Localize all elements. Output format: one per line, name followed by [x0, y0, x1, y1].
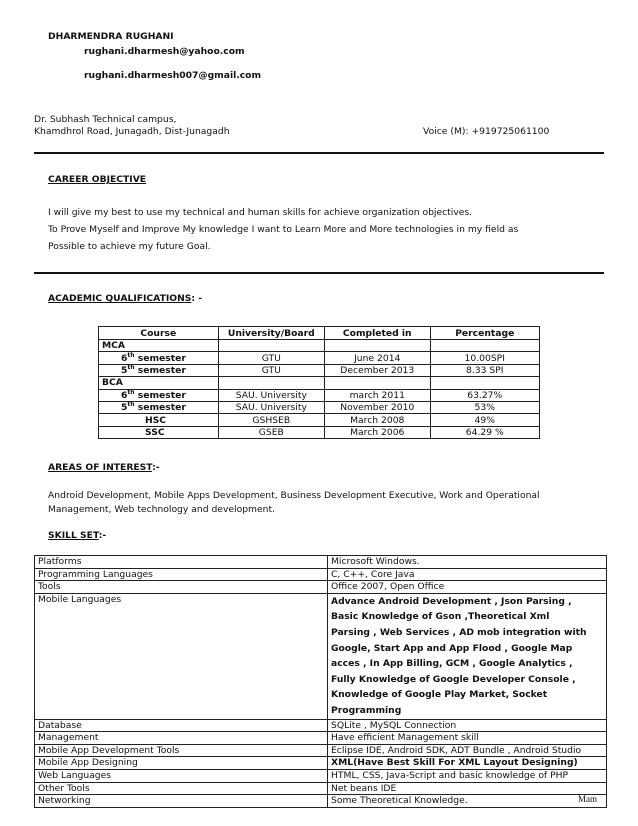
skill-table [34, 555, 607, 808]
completed-cell: march 2011 [325, 389, 430, 401]
skill-label: Mobile App Development Tools [35, 744, 328, 757]
table-row [35, 795, 607, 808]
table-row [99, 352, 540, 364]
table-row [35, 719, 607, 732]
course-group-mca: MCA [99, 340, 219, 352]
mobile-skill-line: Parsing , Web Services , AD mob integration with [331, 626, 587, 638]
course-cell: SSC [99, 426, 219, 438]
candidate-name: DHARMENDRA RUGHANI [48, 31, 174, 42]
skill-label: Mobile App Designing [35, 757, 328, 770]
career-line-1: I will give my best to use my technical and human skills for achieve organization objectives. [48, 207, 473, 218]
table-row [35, 581, 607, 594]
divider [34, 272, 604, 274]
university-cell: SAU. University [218, 401, 324, 413]
percentage-cell: 10.00SPI [430, 352, 540, 364]
academic-heading [48, 293, 202, 305]
header-completed: Completed in [325, 327, 430, 340]
skill-value: SQLite , MySQL Connection [328, 719, 607, 732]
skills-heading [48, 530, 106, 542]
email-gmail[interactable]: rughani.dharmesh007@gmail.com [84, 70, 262, 81]
interest-heading-suffix: :- [152, 462, 160, 473]
table-row [99, 377, 540, 389]
skill-label: Web Languages [35, 769, 328, 782]
table-row [35, 732, 607, 745]
university-cell: GSHSEB [218, 414, 324, 426]
percentage-cell: 53% [430, 401, 540, 413]
course-cell: HSC [99, 414, 219, 426]
skill-value: Eclipse IDE, Android SDK, ADT Bundle , Android Studio [328, 744, 607, 757]
skill-value: HTML, CSS, Java-Script and basic knowledge of PHP [328, 769, 607, 782]
course-group-bca: BCA [99, 377, 219, 389]
header-percentage: Percentage [430, 327, 540, 340]
percentage-cell: 63.27% [430, 389, 540, 401]
header-university: University/Board [218, 327, 324, 340]
academic-table [98, 326, 540, 439]
table-row [99, 414, 540, 426]
table-row [35, 568, 607, 581]
career-line-2: To Prove Myself and Improve My knowledge I want to Learn More and More technologies in my field as [48, 224, 519, 235]
completed-cell: November 2010 [325, 401, 430, 413]
skills-heading-text: SKILL SET [48, 530, 99, 541]
table-row [99, 340, 540, 352]
skill-value: Net beans IDE [328, 782, 607, 795]
mobile-skill-line: Fully Knowledge of Google Developer Console , [331, 673, 576, 685]
skill-label: Database [35, 719, 328, 732]
interest-heading [48, 462, 160, 474]
address-line-2: Khamdhrol Road, Junagadh, Dist-Junagadh [34, 126, 230, 137]
course-cell: 6th semester [99, 389, 219, 401]
skill-label: Platforms [35, 556, 328, 569]
university-cell: GSEB [218, 426, 324, 438]
voice-number: Voice (M): +919725061100 [423, 126, 550, 137]
table-row [35, 593, 607, 719]
table-row [99, 401, 540, 413]
academic-heading-text: ACADEMIC QUALIFICATIONS [48, 293, 192, 304]
university-cell: GTU [218, 364, 324, 376]
table-row [35, 744, 607, 757]
university-cell: SAU. University [218, 389, 324, 401]
interest-line-1: Android Development, Mobile Apps Development, Business Development Executive, Work and Operational [48, 490, 540, 501]
skill-label: Other Tools [35, 782, 328, 795]
course-cell: 5th semester [99, 401, 219, 413]
table-row [35, 757, 607, 770]
mobile-skill-line: Basic Knowledge of Gson ,Theoretical Xml [331, 611, 550, 623]
career-objective-heading: CAREER OBJECTIVE [48, 174, 147, 185]
mobile-skill-line: Advance Android Development , Json Parsing , [331, 595, 572, 607]
table-row [99, 426, 540, 438]
percentage-cell: 8.33 SPI [430, 364, 540, 376]
table-row [99, 364, 540, 376]
university-cell: GTU [218, 352, 324, 364]
skill-label: Programming Languages [35, 568, 328, 581]
table-header-row [99, 327, 540, 340]
header-course: Course [99, 327, 219, 340]
completed-cell: December 2013 [325, 364, 430, 376]
skill-label: Management [35, 732, 328, 745]
completed-cell: June 2014 [325, 352, 430, 364]
mobile-skill-line: acces , In App Billing, GCM , Google Analytics , [331, 658, 573, 670]
address-line-1: Dr. Subhash Technical campus, [34, 114, 177, 125]
skill-label: Networking [35, 795, 328, 808]
table-row [35, 769, 607, 782]
table-row [35, 782, 607, 795]
interest-heading-text: AREAS OF INTEREST [48, 462, 153, 473]
skill-value: Office 2007, Open Office [328, 581, 607, 594]
table-row [35, 556, 607, 569]
skill-value-mobile [328, 593, 607, 719]
interest-line-2: Management, Web technology and development. [48, 504, 275, 515]
percentage-cell: 49% [430, 414, 540, 426]
mobile-skill-line: Google, Start App and App Flood , Google Map [331, 642, 573, 654]
skill-value: Microsoft Windows. [328, 556, 607, 569]
skills-heading-suffix: :- [98, 530, 107, 541]
career-line-3: Possible to achieve my future Goal. [48, 241, 211, 252]
percentage-cell: 64.29 % [430, 426, 540, 438]
divider [34, 152, 604, 154]
course-cell: 6th semester [99, 352, 219, 364]
skill-label: Tools [35, 581, 328, 594]
footer-text: Mam [578, 794, 597, 804]
table-row [99, 389, 540, 401]
mobile-skill-line: Programming [331, 704, 402, 716]
skill-value: Have efficient Management skill [328, 732, 607, 745]
skill-value: XML(Have Best Skill For XML Layout Designing) [328, 757, 607, 770]
skill-value: Some Theoretical Knowledge. [328, 795, 607, 808]
course-cell: 5th semester [99, 364, 219, 376]
skill-value: C, C++, Core Java [328, 568, 607, 581]
completed-cell: March 2006 [325, 426, 430, 438]
skill-label: Mobile Languages [35, 593, 328, 719]
email-yahoo[interactable]: rughani.dharmesh@yahoo.com [84, 46, 245, 57]
mobile-skill-line: Knowledge of Google Play Market, Socket [331, 689, 548, 701]
completed-cell: March 2008 [325, 414, 430, 426]
academic-heading-suffix: : - [191, 293, 203, 304]
